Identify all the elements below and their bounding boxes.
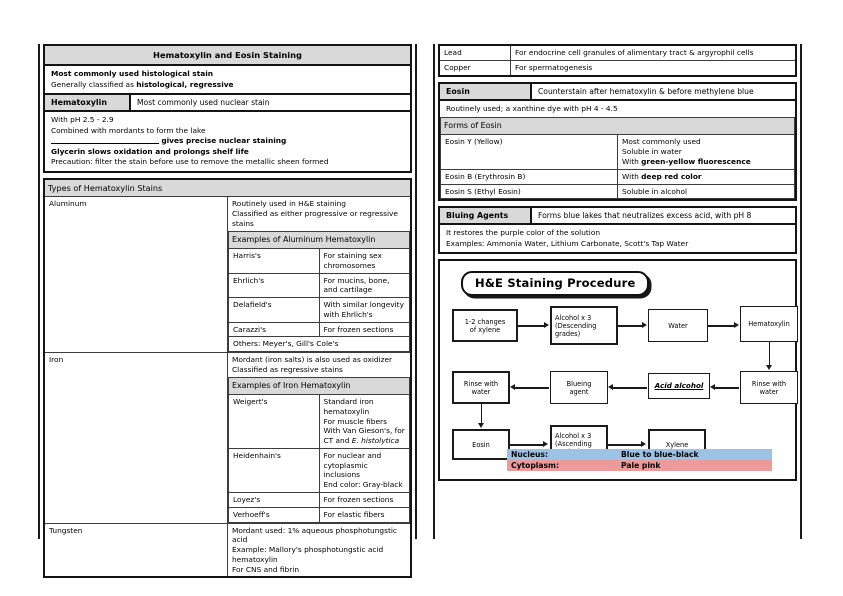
tungsten-desc-1: Mordant used: 1% aqueous phosphotungstic acid [232,525,397,545]
iron-desc-1: Mordant (iron salts) is also used as oxidizer [232,355,393,365]
eosin-forms-block [438,101,797,202]
example-desc: For elastic fibers [319,507,410,522]
detail-line-4: Glycerin slows oxidation and prolongs shelf life [51,146,249,156]
types-table-title: Types of Hematoxylin Stains [44,179,411,197]
iron-desc [228,353,410,377]
flow-arrow-2 [618,325,643,326]
intro-line-2-bold: histological, regressive [136,79,234,89]
eosin-form-name: Eosin Y (Yellow) [441,135,618,169]
legend-row-cytoplasm [507,460,772,471]
flow-arrow-8 [481,404,482,425]
table-row [229,322,410,337]
example-desc: For staining sex chromosomes [319,249,410,274]
intro-line-1: Most commonly used histological stain [51,69,214,78]
bluing-detail-1: It restores the purple color of the solution [446,228,601,238]
hematoxylin-eosin-block [43,44,412,95]
tungsten-label: Tungsten [44,523,228,577]
flow-arrowhead-6 [608,384,613,390]
example-desc: For frozen sections [319,322,410,337]
example-name: Verhoeff's [229,507,320,522]
aluminum-desc-2: Classified as either progressive or regressive stains [232,209,398,228]
flow-step-blueing-agent: Blueing agent [550,371,608,404]
flow-arrow-5 [715,387,739,388]
eosin-value: Counterstain after hematoxylin & before methylene blue [538,86,754,96]
legend-row-nucleus [507,449,772,460]
example-name: Loyez's [229,492,320,507]
staining-result-legend [507,449,772,471]
flow-arrowhead-1 [544,322,549,328]
iron-examples-title: Examples of Iron Hematoxylin [229,377,410,394]
flow-arrow-6 [613,387,647,388]
flowchart-title: H&E Staining Procedure [461,271,649,296]
eosin-form-desc-1: With [622,171,642,181]
legend-cytoplasm-label: Cytoplasm: [511,461,560,471]
table-row [229,249,410,274]
legend-cytoplasm-value: Pale pink [621,461,661,471]
eosin-note: Routinely used; a xanthine dye with pH 4 - 4.5 [446,103,618,113]
tungsten-desc-3: For CNS and fibrin [232,564,300,574]
aluminum-desc [228,197,410,230]
lead-desc: For endocrine cell granules of alimentary tract & argyrophil cells [511,45,797,60]
eosin-definition-block [438,82,797,101]
hematoxylin-value: Most commonly used nuclear stain [137,98,270,108]
example-name: Delafield's [229,298,320,323]
flow-arrow-1 [518,325,545,326]
bluing-agents-block [438,206,797,225]
table-row [229,492,410,507]
flow-step-xylene: Xylene [648,429,706,460]
eosin-form-desc [618,135,795,169]
lead-label: Lead [439,45,511,60]
example-desc-1: For nuclear and cytoplasmic inclusions [323,450,382,480]
eosin-form-desc-1: Most commonly used [622,137,701,147]
example-desc: For mucins, bone, and cartilage [319,273,410,298]
aluminum-others: Others: Meyer's, Gill's Cole's [229,337,410,352]
h-and-e-staining-procedure-flowchart [438,259,797,481]
table-row [441,184,795,199]
flow-step-water: Water [648,309,708,342]
intro-text [45,66,410,93]
tungsten-desc-2: Example: Mallory's phosphotungstic acid hematoxylin [232,545,384,564]
eosin-form-name: Eosin S (Ethyl Eosin) [441,184,618,199]
aluminum-examples-title: Examples of Aluminum Hematoxylin [229,231,410,248]
flow-arrow-10 [608,444,642,445]
flow-arrow-7 [515,387,549,388]
flow-step-acid-alcohol [648,373,710,399]
blank-fill-line [51,143,159,144]
page-title: Hematoxylin and Eosin Staining [45,46,410,66]
aluminum-desc-1: Routinely used in H&E staining [232,199,346,209]
flow-arrowhead-9 [543,441,548,447]
detail-line-5: Precaution: filter the stain before use to remove the metallic sheen formed [51,157,329,167]
left-page-panel [38,44,417,574]
detail-line-1: With pH 2.5 - 2.9 [51,115,114,125]
right-page-panel [433,44,802,539]
bluing-details-block [438,225,797,254]
eosin-form-desc [618,169,795,184]
example-desc [319,448,410,492]
flow-step-xylene-changes: 1-2 changes of xylene [452,309,518,342]
flow-arrow-4 [769,342,770,367]
flow-arrow-9 [510,444,544,445]
table-row [439,60,796,75]
example-desc [319,395,410,449]
flow-step-hematoxylin: Hematoxylin [740,306,798,342]
forms-of-eosin-table [440,117,795,199]
legend-nucleus-value: Blue to blue-black [621,450,699,460]
example-desc-2: End color: Gray-black [323,480,403,490]
example-desc-3: With Van Gieson's, for CT and [323,426,405,446]
copper-label: Copper [439,60,511,75]
example-desc-2: For muscle fibers [323,416,387,426]
eosin-form-desc-1-bold: deep red color [641,171,702,181]
flow-arrowhead-8 [478,423,484,428]
example-desc: For frozen sections [319,492,410,507]
eosin-form-desc-2: Soluble in water [622,147,682,157]
eosin-form-desc: Soluble in alcohol [618,184,795,199]
flow-step-alcohol-descending: Alcohol x 3 (Descending grades) [550,306,618,345]
table-row [439,45,796,60]
copper-desc: For spermatogenesis [511,60,797,75]
flow-arrowhead-7 [510,384,515,390]
table-row [229,507,410,522]
tungsten-desc [228,523,412,577]
metal-mordants-table [438,44,797,77]
flow-arrowhead-2 [642,322,647,328]
table-row [441,135,795,169]
example-desc: With similar longevity with Ehrlich's [319,298,410,323]
types-of-stains-table-wrap [43,178,412,579]
detail-line-3: gives precise nuclear staining [161,136,287,146]
hematoxylin-details [45,112,410,171]
bluing-agents-value: Forms blue lakes that neutralizes excess acid, with pH 8 [538,211,752,221]
example-desc-3-italic: E. histolytica [351,436,400,446]
example-name: Ehrlich's [229,273,320,298]
table-row [229,395,410,449]
aluminum-label: Aluminum [44,197,228,353]
bluing-detail-2: Examples: Ammonia Water, Lithium Carbonate, Scott's Tap Water [446,238,689,248]
flow-arrowhead-4 [766,365,772,370]
example-name: Heidenhain's [229,448,320,492]
flow-step-alcohol-ascending: Alcohol x 3 (Ascending [550,425,608,463]
eosin-form-desc-3: With [622,157,642,166]
table-row [229,448,410,492]
hematoxylin-label: Hematoxylin [45,95,131,110]
flow-arrow-3 [708,325,735,326]
flow-step-eosin: Eosin [452,429,510,460]
example-name: Harris's [229,249,320,274]
iron-desc-2: Classified as regressive stains [232,364,343,374]
flow-step-acid-alcohol-text: Acid alcohol [654,380,704,390]
table-row [441,169,795,184]
eosin-form-name: Eosin B (Erythrosin B) [441,169,618,184]
eosin-form-desc-3-bold: green-yellow fluorescence [641,157,751,166]
legend-nucleus-label: Nucleus: [511,450,548,460]
flow-step-rinse-water-2: Rinse with water [452,371,510,404]
example-name: Carazzi's [229,322,320,337]
eosin-label: Eosin [440,84,532,99]
hematoxylin-definition-block [43,95,412,112]
example-desc-1: Standard iron hematoxylin [323,397,374,416]
flow-arrowhead-5 [710,384,715,390]
table-row [229,337,410,352]
bluing-agents-label: Bluing Agents [440,208,532,223]
flow-arrowhead-10 [641,441,646,447]
hematoxylin-details-block [43,112,412,173]
aluminum-examples-table [228,231,410,353]
types-of-hematoxylin-stains-table [43,178,412,579]
example-name: Weigert's [229,395,320,449]
iron-label: Iron [44,353,228,523]
iron-examples-table [228,377,410,523]
table-row [229,273,410,298]
detail-line-2: Combined with mordants to form the lake [51,125,206,135]
table-row [229,298,410,323]
bluing-details [440,225,795,252]
intro-line-2-prefix: Generally classified as [51,79,137,89]
flow-step-rinse-water-1: Rinse with water [740,371,798,404]
forms-of-eosin-title: Forms of Eosin [441,118,795,135]
flow-arrowhead-3 [734,322,739,328]
